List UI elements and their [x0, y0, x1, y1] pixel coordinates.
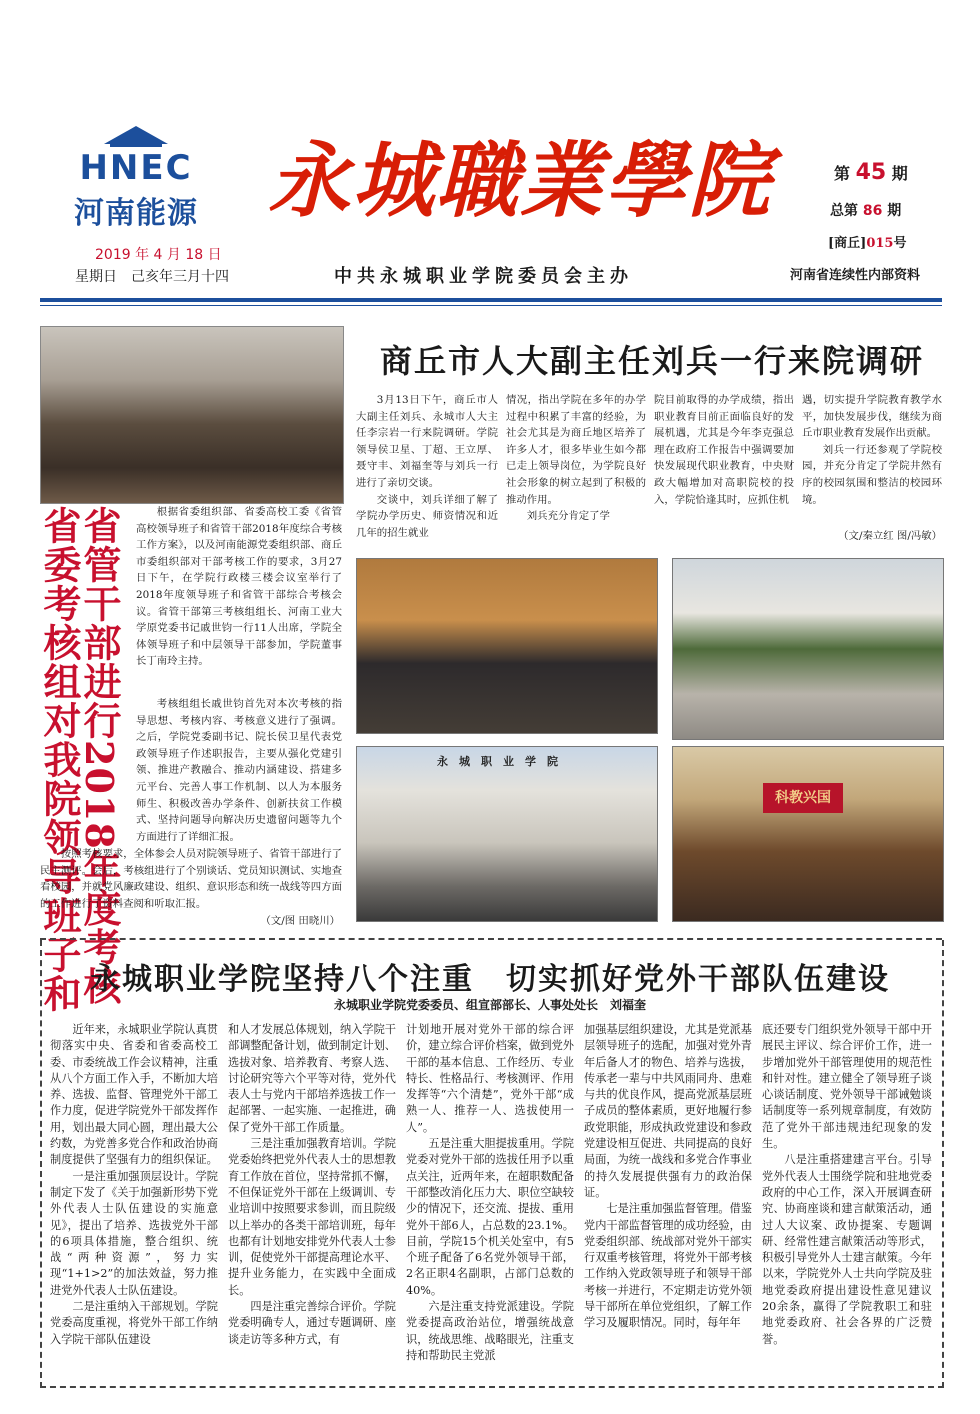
article2-col-3: 院目前取得的办学成绩，指出职业教育目前正面临良好的发展机遇，尤其是今年李克强总理在政府工作报告中强调要加快发展现代职业教育，中央财政大幅增加对高职院校的投入，学院恰逢其时，应抓住机 [654, 394, 794, 506]
total-issue-number: 总第 86 期 [830, 203, 902, 219]
article1-credit: （文/图 田晓川） [260, 915, 340, 927]
article3-col-4: 加强基层组织建设，尤其是党派基层领导班子的选配，加强对党外青年后备人才的物色、培养与选拔，传承老一辈与中共风雨同舟、患难与共的优良作风，提高党派基层班子成员的整体素质，更好地履行参政党职能，形成执政党建设和参政党建设相互促进、共同提高的良好局面，为统一战线和多党合作事业的持久发展提供强有力的政治保证。 七是注重加强监督管理。借鉴党内干部监督管理的成功经验，由党委组织部、统战部对党外干部实行双重考核管理，将党外干部考核工作纳入党政领导班子和领导干部考核一并进行，不定期走访党外领导干部所在单位党组织，了解工作学习及履职情况。同时，每年年 [584, 1023, 752, 1330]
article3-byline: 永城职业学院党委委员、组宣部部长、人事处处长 刘福奎 [333, 998, 646, 1012]
meeting-photo [40, 326, 344, 504]
masthead-title: 永城職業學院 [268, 133, 772, 229]
headline-col-1: 省管干部进行2018年度考核 [77, 506, 122, 1006]
publication-note: 河南省连续性内部资料 [790, 268, 921, 283]
header-rule [40, 298, 942, 302]
article2-credit: （文/秦立红 图/冯敏） [838, 530, 942, 542]
article1-body-b: 考核组组长戚世钧首先对本次考核的指导思想、考核内容、考核意义进行了强调。之后，学院党委副书记、院长侯卫星代表党政领导班子作述职报告，主要从强化党建引领、推进产教融合、推动内涵建设、搭建多元平台、完善人事工作机制、以人为本服务师生、积极改善办学条件、创新扶贫工作模式、坚持问题导向解决历史遗留问题等九个方面进行了详细汇报。 [136, 698, 342, 843]
article3-col-1: 近年来，永城职业学院认真贯彻落实中央、省委和省委高校工委、市委统战工作会议精神，注重从八个方面工作入手，不断加大培养、选拔、监督、管理党外干部工作力度，促进学院党外干部发挥作用，划出最大同心圆，理出最大公约数，为党善多党合作和政治协商制度提供了坚强有力的组织保证。 一是注重加强顶层设计。学院制定下发了《关于加强新形势下党外代表人士队伍建设的实施意见》，提出了培养、选拔党外干部的6项具体措施，整合组织、统战“两种资源”，努力实现“1+1>2”的加法效益，努力推进党外代表人士队伍建设。 二是注重纳入干部规划。学院党委高度重视，将党外干部工作纳入学院干部队伍建设 [50, 1023, 218, 1346]
logo-text-cn: 河南能源 [74, 196, 198, 231]
article3-title: 永城职业学院坚持八个注重 切实抓好党外干部队伍建设 [90, 962, 890, 997]
headline-col-2: 省委考核组对我院领导班子和 [37, 506, 82, 1013]
article2-col-1: 3月13日下午，商丘市人大副主任刘兵、永城市人大主任李宗岩一行来院调研。学院领导侯卫星、丁超、王立厚、聂守丰、刘福奎等与刘兵一行进行了亲切交谈。 交谈中，刘兵详细了解了学院办学历史、师资情况和近几年的招生就业 [356, 394, 498, 539]
article1-body-a: 根据省委组织部、省委高校工委《省管高校领导班子和省管干部2018年度综合考核工作方案》，以及河南能源党委组织部、商丘市委组织部对干部考核工作的要求，3月27日下午，在学院行政楼三楼会议室举行了2018年度领导班子和省管干部综合考核会议。省管干部第三考核组组长、河南工业大学原党委书记戚世钧一行11人出席，学院全体领导班子和中层领导干部参加，学院董事长丁南玲主持。 [136, 506, 342, 668]
registration-number: [商丘]015号 [828, 236, 907, 251]
article1-body-c: 按照考核要求，全体参会人员对院领导班子、省管干部进行了民主测评。会后，考核组进行了个别谈话、党员知识测试、实地查看校园，并就党风廉政建设、组织、意识形态和统一战线等四方面的工作进行了资料查阅和听取汇报。 [40, 848, 342, 910]
campus-building-sign: 永 城 职 业 学 院 [437, 755, 558, 768]
photo-meeting-room [672, 746, 944, 922]
article3-col-2: 和人才发展总体规划，纳入学院干部调整配备计划，做到制定计划、选拔对象、培养教育、考察人选、讨论研究等六个平等对待，党外代表人士与党内干部培养选拔工作一起部署、一起实施、一起推进，确保了党外干部工作质量。 三是注重加强教育培训。学院党委始终把党外代表人士的思想教育工作放在首位，坚持常抓不懈，不但保证党外干部在上级调训、专业培训中按照要求参训，而且院级以上举办的各类干部培训班，每年也都有计划地安排党外代表人士参训，促使党外干部提高理论水平、提升业务能力，在实践中全面成长。 四是注重完善综合评价。学院党委明确专人，通过专题调研、座谈走访等多种方式，有 [228, 1023, 396, 1346]
article2-title: 商丘市人大副主任刘兵一行来院调研 [380, 342, 925, 380]
logo-text-en: HNEC [79, 148, 193, 188]
article3-col-5: 底还要专门组织党外领导干部中开展民主评议、综合评价工作，进一步增加党外干部管理使用的规范性和针对性。建立健全了领导班子谈心谈话制度、党外领导干部诫勉谈话制度等一系列规章制度，有效防范了党外干部违规违纪现象的发生。 八是注重搭建建言平台。引导党外代表人士围绕学院和驻地党委政府的中心工作，深入开展调查研究、协商座谈和建言献策活动，通过人大议案、政协提案、专题调研、经常性建言献策活动等形式，积极引导党外人士建言献策。今年以来，学院党外人士共向学院及驻地党委政府提出建设性意见建议20余条，赢得了学院教职工和驻地党委政府、社会各界的广泛赞誉。 [762, 1023, 932, 1346]
photo-building-group [356, 746, 658, 922]
issue-number: 第 45 期 [834, 160, 908, 185]
article2-col-4: 遇，切实提升学院教育教学水平，加快发展步伐，继续为商丘市职业教育发展作出贡献。 刘兵一行还参观了学院校园，并充分肯定了学院井然有序的校园氛围和整洁的校园环境。 [802, 394, 942, 506]
article3-col-3: 计划地开展对党外干部的综合评价，建立综合评价档案，做到党外干部的基本信息、工作经历、专业特长、性格品行、考核测评、作用发挥等“六个清楚”，党外干部“成熟一人、推荐一人、选拔使用一人”。 五是注重大胆提拔重用。学院党委对党外干部的选拔任用予以重点关注，近两年来，在超职数配备干部整改消化压力大、职位空缺较少的情况下，还交流、提拔、重用党外干部6人，占总数的23.1%。目前，学院15个机关处室中，有5个班子配备了6名党外领导干部，2名正职4名副职，占部门总数的40%。 六是注重支持党派建设。学院党委提高政治站位，增强统战意识，统战思维、战略眼光，注重支持和帮助民主党派 [406, 1023, 574, 1362]
sponsor-line: 中共永城职业学院委员会主办 [334, 266, 633, 287]
meeting-room-banner: 科教兴国 [763, 783, 843, 813]
publish-date: 2019 年 4 月 18 日 [95, 247, 222, 263]
lunar-date: 星期日 己亥年三月十四 [75, 269, 229, 285]
article2-col-2: 情况，指出学院在多年的办学过程中积累了丰富的经验，为社会尤其是为商丘地区培养了许多人才，很多毕业生如今都已走上领导岗位，为学院良好社会形象的树立起到了积极的推动作用。 刘兵充分肯定了学 [506, 394, 646, 523]
header-rule-thin [40, 305, 942, 306]
photo-visitors-seated [356, 558, 658, 734]
photo-campus-walk [672, 558, 944, 740]
